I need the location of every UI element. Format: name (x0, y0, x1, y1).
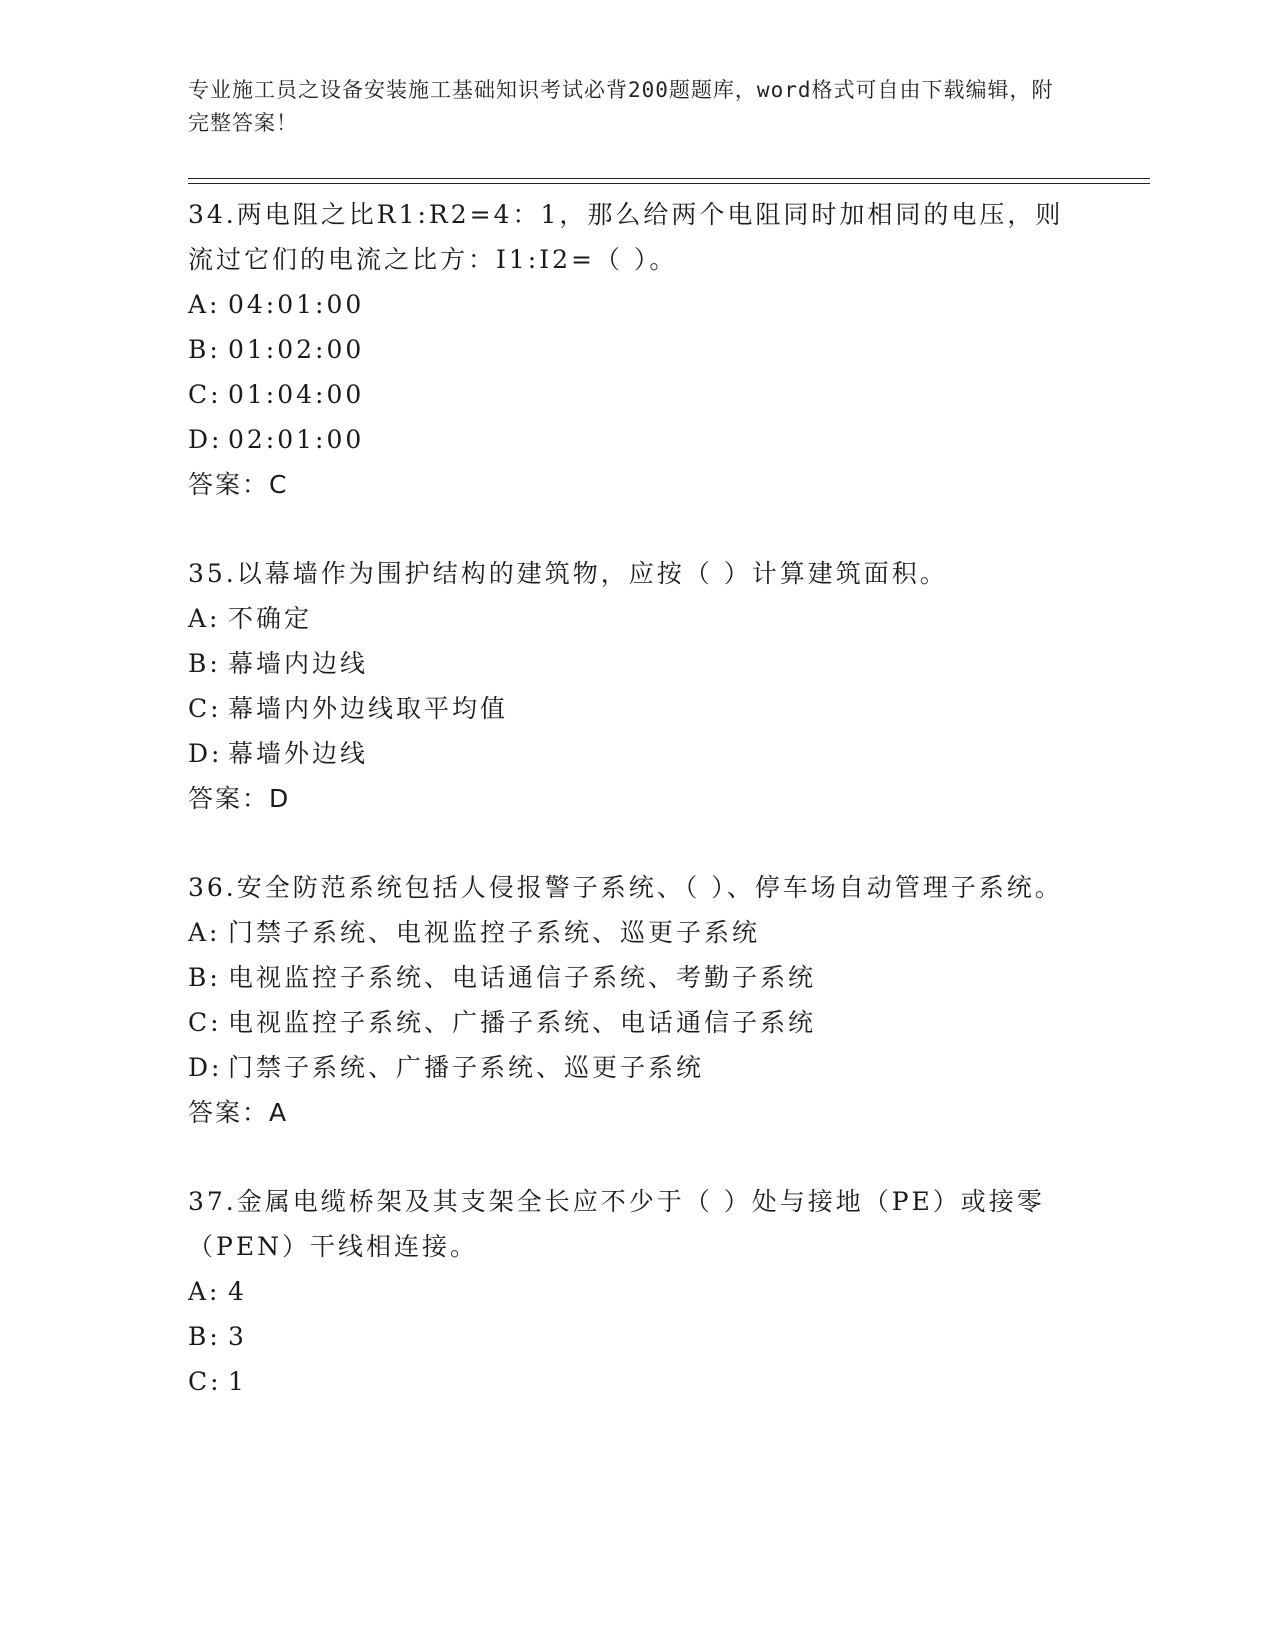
question-text: 34.两电阻之比R1:R2=4：1，那么给两个电阻同时加相同的电压，则流过它们的电流之比方：I1:I2=（ ）。 (188, 200, 1064, 274)
question-list (188, 192, 1088, 1448)
option-c (188, 1359, 1088, 1404)
option-text: 02:01:00 (228, 425, 365, 454)
option-text: 01:04:00 (228, 380, 365, 409)
option-text: 4 (228, 1277, 247, 1306)
question-34 (188, 192, 1088, 507)
option-text: 电视监控子系统、电话通信子系统、考勤子系统 (228, 963, 817, 992)
option-key: C: (188, 1367, 222, 1396)
option-b (188, 1314, 1088, 1359)
answer-line: 答案：D (188, 784, 291, 813)
option-c (188, 1000, 1088, 1045)
option-a (188, 282, 1088, 327)
option-key: A: (188, 604, 221, 633)
option-key: A: (188, 918, 221, 947)
document-header: 专业施工员之设备安装施工基础知识考试必背200题题库，word格式可自由下载编辑，附完整答案！ (188, 78, 1054, 135)
option-key: A: (188, 1277, 221, 1306)
option-text: 不确定 (228, 604, 313, 633)
option-text: 门禁子系统、广播子系统、巡更子系统 (228, 1053, 705, 1082)
option-text: 幕墙内边线 (228, 649, 369, 678)
question-text: 37.金属电缆桥架及其支架全长应不少于（ ）处与接地（PE）或接零（PEN）干线相连接。 (188, 1187, 1045, 1261)
question-35 (188, 551, 1088, 821)
option-b (188, 641, 1088, 686)
option-key: D: (188, 739, 223, 768)
option-key: B: (188, 649, 221, 678)
option-text: 门禁子系统、电视监控子系统、巡更子系统 (228, 918, 761, 947)
option-a (188, 596, 1088, 641)
option-c (188, 372, 1088, 417)
option-text: 幕墙外边线 (228, 739, 369, 768)
question-text: 35.以幕墙作为围护结构的建筑物，应按（ ）计算建筑面积。 (188, 559, 948, 588)
question-36 (188, 865, 1088, 1135)
option-b (188, 955, 1088, 1000)
option-key: C: (188, 694, 222, 723)
option-a (188, 910, 1088, 955)
option-text: 1 (228, 1367, 247, 1396)
option-key: B: (188, 963, 221, 992)
option-key: C: (188, 1008, 222, 1037)
option-text: 幕墙内外边线取平均值 (228, 694, 509, 723)
option-key: D: (188, 1053, 223, 1082)
option-text: 3 (228, 1322, 247, 1351)
option-text: 04:01:00 (228, 290, 365, 319)
option-b (188, 327, 1088, 372)
option-key: B: (188, 1322, 221, 1351)
option-text: 01:02:00 (228, 335, 365, 364)
header-rule-top (188, 178, 1150, 179)
option-key: A: (188, 290, 221, 319)
option-d (188, 731, 1088, 776)
option-text: 电视监控子系统、广播子系统、电话通信子系统 (228, 1008, 817, 1037)
option-key: C: (188, 380, 222, 409)
answer-line: 答案：A (188, 1098, 289, 1127)
answer-line: 答案：C (188, 470, 289, 499)
option-key: B: (188, 335, 221, 364)
option-d (188, 417, 1088, 462)
option-d (188, 1045, 1088, 1090)
option-a (188, 1269, 1088, 1314)
header-rule-bottom (188, 183, 1150, 184)
question-37 (188, 1179, 1088, 1404)
option-key: D: (188, 425, 223, 454)
question-text: 36.安全防范系统包括人侵报警子系统、（ ）、停车场自动管理子系统。 (188, 873, 1063, 902)
option-c (188, 686, 1088, 731)
